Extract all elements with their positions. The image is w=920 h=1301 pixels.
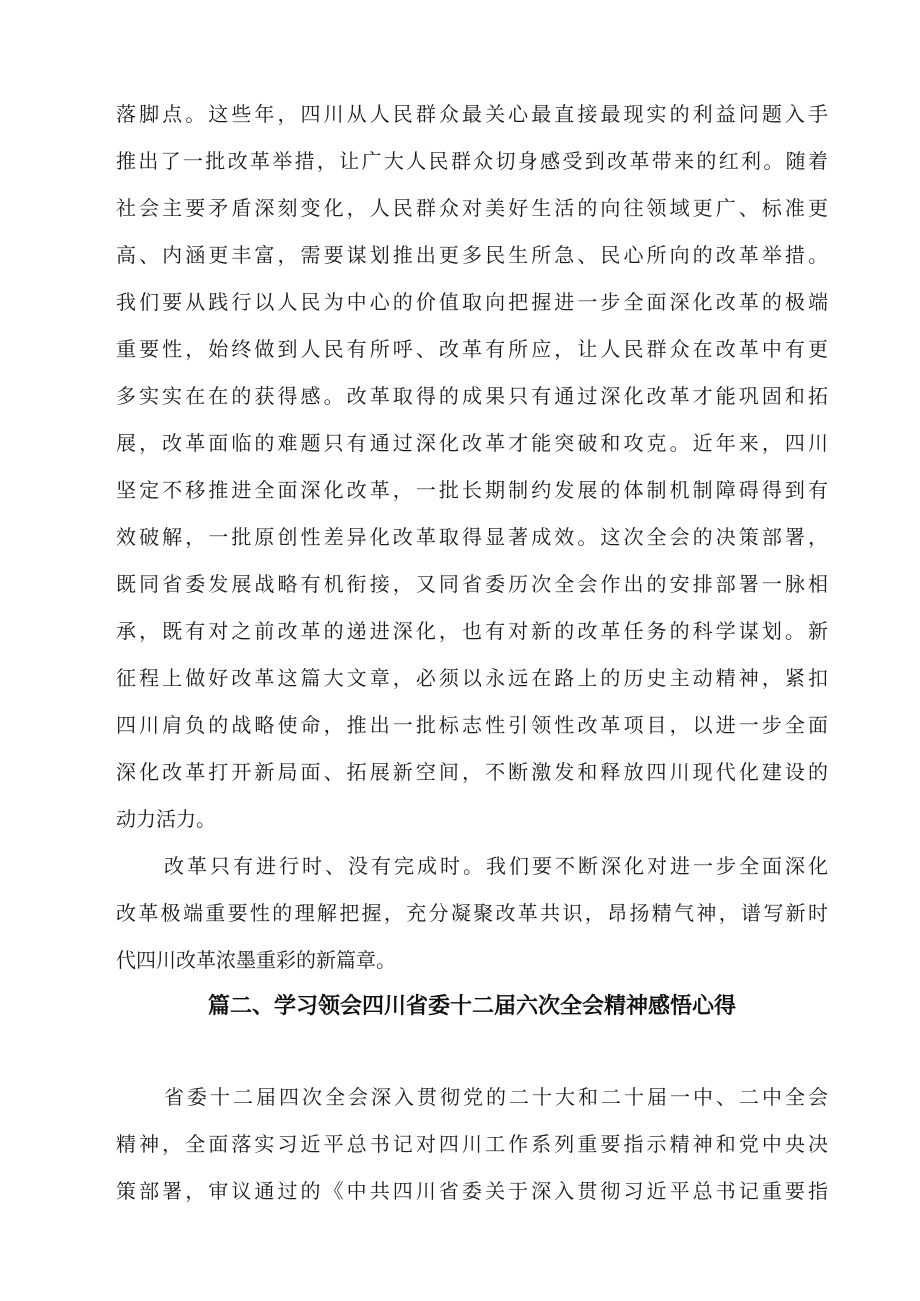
text-line: 策部署，审议通过的《中共四川省委关于深入贯彻习近平总书记重要指: [116, 1179, 828, 1203]
text-line: 展，改革面临的难题只有通过深化改革才能突破和攻克。近年来，四川: [116, 431, 828, 455]
text-line: 我们要从践行以人民为中心的价值取向把握进一步全面深化改革的极端: [116, 290, 828, 314]
section-heading: 篇二、学习领会四川省委十二届六次全会精神感悟心得: [207, 994, 736, 1019]
text-line: 重要性，始终做到人民有所呼、改革有所应，让人民群众在改革中有更: [116, 337, 828, 361]
text-line: 征程上做好改革这篇大文章，必须以永远在路上的历史主动精神，紧扣: [116, 666, 828, 690]
text-line: 动力活力。: [116, 807, 216, 831]
text-line: 效破解，一批原创性差异化改革取得显著成效。这次全会的决策部署，: [116, 525, 828, 549]
text-line: 既同省委发展战略有机衔接，又同省委历次全会作出的安排部署一脉相: [116, 572, 828, 596]
text-line: 代四川改革浓墨重彩的新篇章。: [116, 948, 396, 972]
text-line: 改革只有进行时、没有完成时。我们要不断深化对进一步全面深化: [164, 854, 828, 878]
text-line: 落脚点。这些年，四川从人民群众最关心最直接最现实的利益问题入手: [116, 102, 828, 126]
text-line: 坚定不移推进全面深化改革，一批长期制约发展的体制机制障碍得到有: [116, 478, 828, 502]
text-line: 推出了一批改革举措，让广大人民群众切身感受到改革带来的红利。随着: [116, 149, 828, 173]
text-line: 改革极端重要性的理解把握，充分凝聚改革共识，昂扬精气神，谱写新时: [116, 901, 828, 925]
text-line: 多实实在在的获得感。改革取得的成果只有通过深化改革才能巩固和拓: [116, 384, 828, 408]
text-line: 社会主要矛盾深刻变化，人民群众对美好生活的向往领域更广、标准更: [116, 196, 828, 220]
text-line: 深化改革打开新局面、拓展新空间，不断激发和释放四川现代化建设的: [116, 760, 828, 784]
text-line: 省委十二届四次全会深入贯彻党的二十大和二十届一中、二中全会: [164, 1085, 828, 1109]
text-line: 四川肩负的战略使命，推出一批标志性引领性改革项目，以进一步全面: [116, 713, 828, 737]
text-line: 高、内涵更丰富，需要谋划推出更多民生所急、民心所向的改革举措。: [116, 243, 828, 267]
text-line: 承，既有对之前改革的递进深化，也有对新的改革任务的科学谋划。新: [116, 619, 828, 643]
text-line: 精神，全面落实习近平总书记对四川工作系列重要指示精神和党中央决: [116, 1132, 828, 1156]
